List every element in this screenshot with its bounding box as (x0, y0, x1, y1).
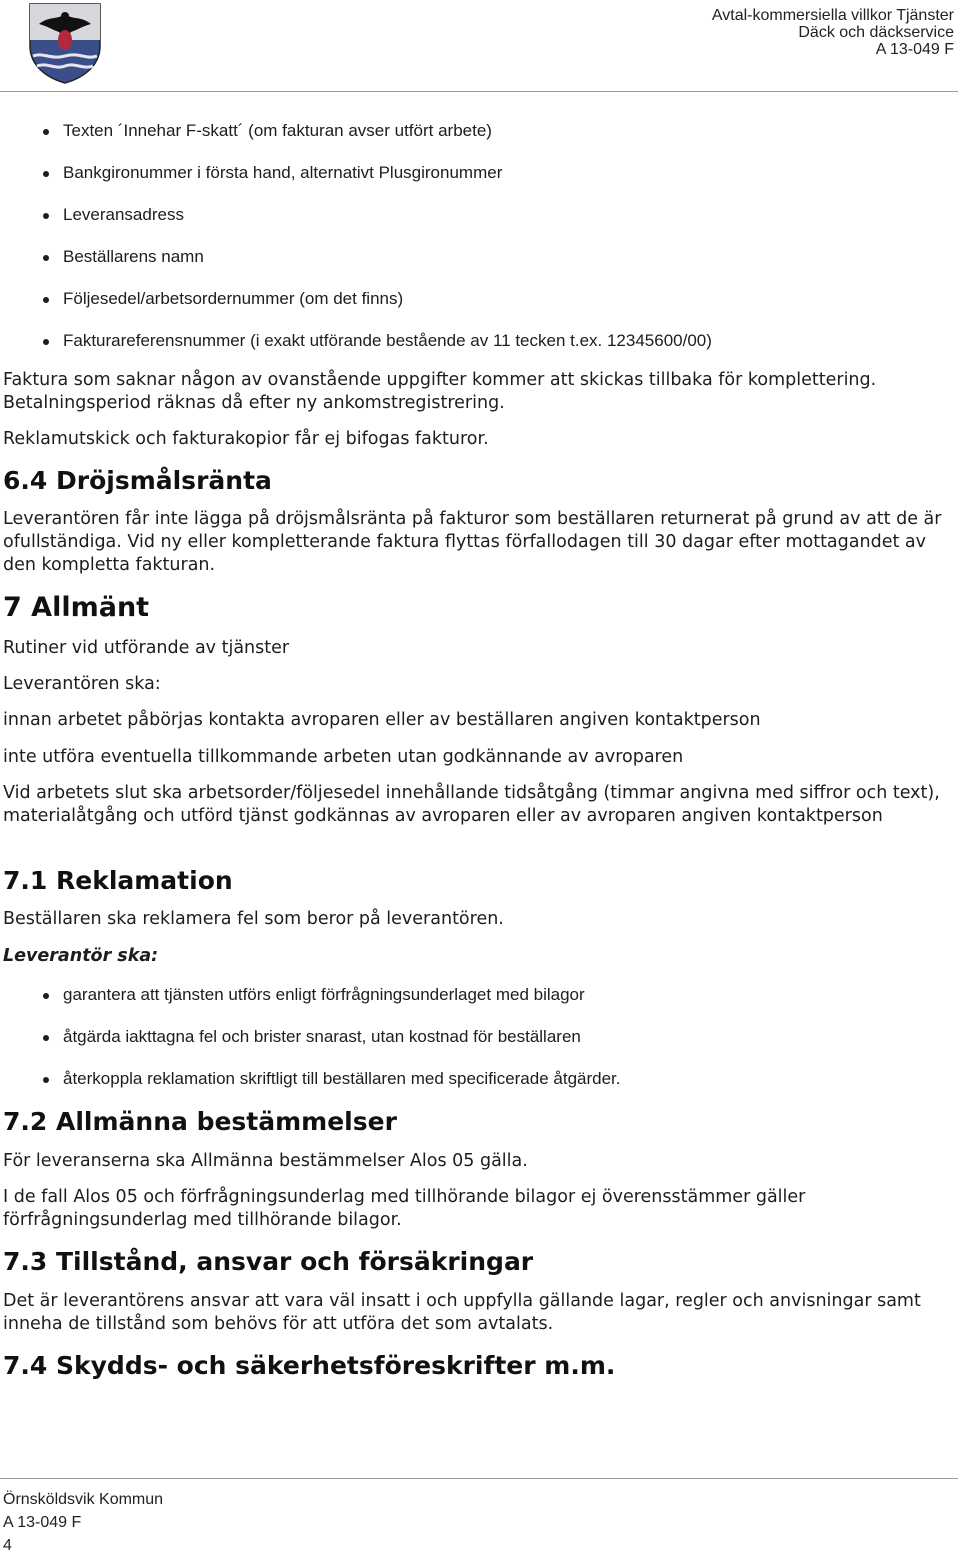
list-item (0, 1027, 621, 1069)
section-heading-7-3: 7.3 Tillstånd, ansvar och försäkringar (3, 1247, 534, 1276)
bullet-icon (43, 171, 49, 177)
bullet-icon (43, 1077, 49, 1083)
list-item-text: Texten ´Innehar F-skatt´ (om fakturan avser utfört arbete) (63, 121, 492, 140)
list-item (0, 205, 712, 247)
section-7-3-paragraph: Det är leverantörens ansvar att vara väl insatt i och uppfylla gällande lagar, regler och anvisningar samt inneha de tillstånd som behövs för att utföra det som avtalats. (3, 1291, 921, 1334)
list-item-text: Bankgironummer i första hand, alternativt Plusgironummer (63, 163, 503, 182)
section-heading-7: 7 Allmänt (3, 592, 150, 623)
section-heading-7-1: 7.1 Reklamation (3, 866, 233, 895)
list-item-text: garantera att tjänsten utförs enligt förfrågningsunderlaget med bilagor (63, 985, 585, 1004)
section-heading-6-4: 6.4 Dröjsmålsränta (3, 466, 272, 495)
header-divider (0, 91, 958, 92)
page-number: 4 (3, 1537, 12, 1554)
routines-paragraph: Rutiner vid utförande av tjänster (3, 638, 290, 658)
no-attachments-paragraph: Reklamutskick och fakturakopior får ej bifogas fakturor. (3, 429, 489, 449)
footer-divider (0, 1478, 958, 1479)
bullet-icon (43, 993, 49, 999)
bullet-icon (43, 297, 49, 303)
list-item (0, 985, 621, 1027)
supplier-shall-subheading: Leverantör ska: (3, 946, 159, 966)
document-footer (3, 1488, 163, 1557)
bullet-icon (43, 129, 49, 135)
list-item (0, 247, 712, 289)
section-7-1-paragraph: Beställaren ska reklamera fel som beror på leverantören. (3, 909, 504, 929)
list-item (0, 121, 712, 163)
bullet-icon (43, 255, 49, 261)
list-item-text: Följesedel/arbetsordernummer (om det finns) (63, 289, 404, 308)
reclamation-list (0, 985, 621, 1111)
section-6-4-paragraph: Leverantören får inte lägga på dröjsmålsränta på fakturor som beställaren returnerat på grund av att de är ofullständiga. Vid ny eller kompletterande faktura flyttas förfallodagen till 30 dagar efter mottagandet av den kompletta fakturan. (3, 509, 942, 575)
list-item-text: Fakturareferensnummer (i exakt utförande bestående av 11 tecken t.ex. 12345600/00) (63, 331, 712, 350)
header-title: Avtal-kommersiella villkor Tjänster (711, 7, 954, 24)
footer-doc-number: A 13-049 F (3, 1514, 82, 1531)
document-header (712, 7, 954, 58)
section-heading-7-2: 7.2 Allmänna bestämmelser (3, 1107, 397, 1136)
list-item-text: åtgärda iakttagna fel och brister snarast, utan kostnad för beställaren (63, 1027, 581, 1046)
invoice-requirements-list (0, 121, 712, 373)
list-item (0, 1069, 621, 1111)
section-7-2-paragraph-a: För leveranserna ska Allmänna bestämmelser Alos 05 gälla. (3, 1151, 528, 1171)
list-item-text: återkoppla reklamation skriftligt till beställaren med specificerade åtgärder. (63, 1069, 621, 1088)
no-extra-work-paragraph: inte utföra eventuella tillkommande arbeten utan godkännande av avroparen (3, 747, 684, 767)
footer-organization: Örnsköldsvik Kommun (3, 1491, 164, 1508)
supplier-shall-paragraph: Leverantören ska: (3, 674, 161, 694)
bullet-icon (43, 213, 49, 219)
end-of-work-paragraph: Vid arbetets slut ska arbetsorder/följesedel innehållande tidsåtgång (timmar angivna med siffror och text), materialåtgång och utförd tjänst godkännas av avroparen eller av avroparen angiven kontaktperson (3, 783, 940, 826)
contact-paragraph: innan arbetet påbörjas kontakta avroparen eller av beställaren angiven kontaktperson (3, 710, 761, 730)
header-subtitle: Däck och däckservice (798, 24, 954, 41)
section-heading-7-4: 7.4 Skydds- och säkerhetsföreskrifter m.m. (3, 1351, 616, 1380)
list-item (0, 289, 712, 331)
header-doc-number: A 13-049 F (875, 41, 954, 58)
list-item (0, 163, 712, 205)
section-7-2-paragraph-b: I de fall Alos 05 och förfrågningsunderlag med tillhörande bilagor ej överensstämmer gäller förfrågningsunderlag med tillhörande bilagor. (3, 1187, 806, 1230)
list-item-text: Beställarens namn (63, 247, 204, 266)
missing-info-paragraph: Faktura som saknar någon av ovanstående uppgifter kommer att skickas tillbaka för komplettering. Betalningsperiod räknas då efter ny ankomstregistrering. (3, 370, 877, 413)
bullet-icon (43, 1035, 49, 1041)
bullet-icon (43, 339, 49, 345)
list-item-text: Leveransadress (63, 205, 184, 224)
coat-of-arms-icon (27, 2, 103, 84)
list-item (0, 331, 712, 373)
